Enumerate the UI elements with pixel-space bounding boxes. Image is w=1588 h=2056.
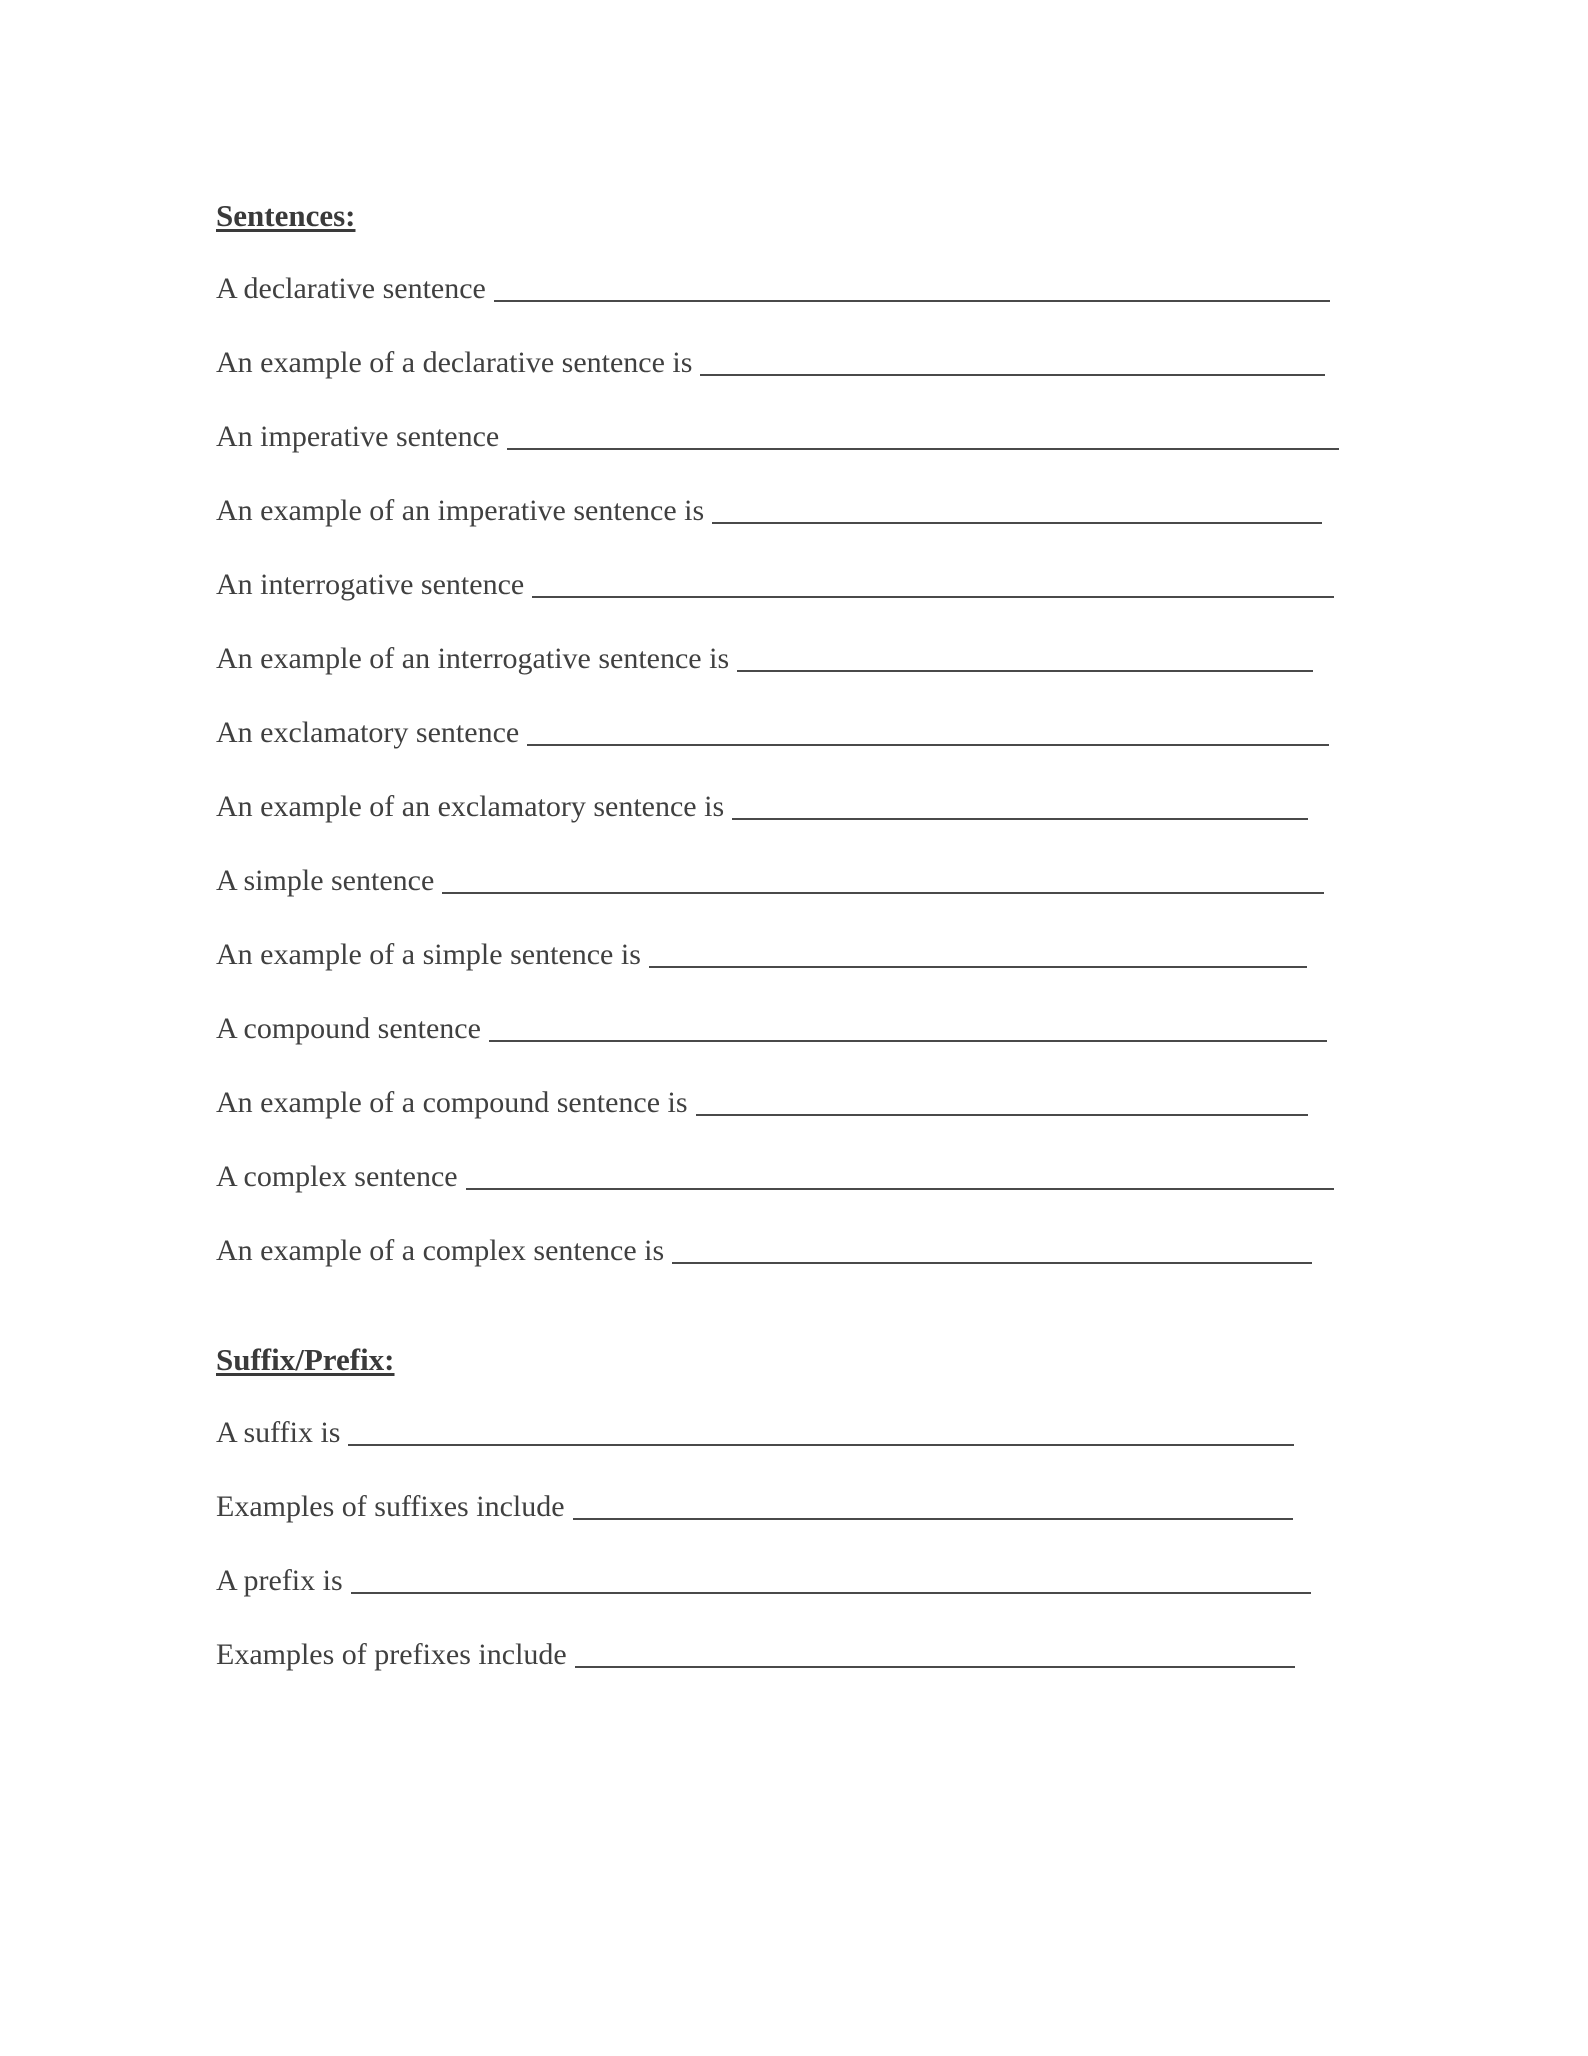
prompt-line <box>216 344 1325 380</box>
answer-blank[interactable] <box>712 496 1322 524</box>
answer-blank[interactable] <box>351 1566 1311 1594</box>
answer-blank[interactable] <box>527 718 1329 746</box>
prompt-line <box>216 640 1313 676</box>
answer-blank[interactable] <box>507 422 1339 450</box>
prompt-label: An imperative sentence <box>216 420 500 453</box>
prompt-line <box>216 1636 1295 1672</box>
prompt-line <box>216 418 1339 454</box>
prompt-line <box>216 788 1308 824</box>
prompt-label: A suffix is <box>216 1416 341 1449</box>
prompt-label: An example of an imperative sentence is <box>216 494 705 527</box>
prompt-line <box>216 714 1329 750</box>
prompt-label: An example of a simple sentence is <box>216 938 641 971</box>
prompt-line <box>216 270 1330 306</box>
answer-blank[interactable] <box>575 1640 1295 1668</box>
answer-blank[interactable] <box>466 1162 1334 1190</box>
prompt-label: A prefix is <box>216 1564 343 1597</box>
prompt-line <box>216 862 1324 898</box>
prompt-label: A simple sentence <box>216 864 435 897</box>
prompt-label: An example of a declarative sentence is <box>216 346 693 379</box>
answer-blank[interactable] <box>573 1492 1293 1520</box>
answer-blank[interactable] <box>672 1236 1312 1264</box>
prompt-line <box>216 566 1334 602</box>
prompt-label: Examples of suffixes include <box>216 1490 565 1523</box>
prompt-line <box>216 492 1322 528</box>
answer-blank[interactable] <box>649 940 1307 968</box>
prompt-label: Examples of prefixes include <box>216 1638 567 1671</box>
answer-blank[interactable] <box>442 866 1324 894</box>
prompt-line <box>216 1488 1293 1524</box>
answer-blank[interactable] <box>348 1418 1294 1446</box>
prompt-label: An example of a compound sentence is <box>216 1086 688 1119</box>
answer-blank[interactable] <box>696 1088 1308 1116</box>
answer-blank[interactable] <box>700 348 1325 376</box>
prompt-line <box>216 1562 1311 1598</box>
answer-blank[interactable] <box>532 570 1334 598</box>
section-heading-suffix-prefix: Suffix/Prefix: <box>216 1342 395 1377</box>
prompt-line <box>216 1158 1334 1194</box>
prompt-label: An example of an interrogative sentence is <box>216 642 730 675</box>
prompt-label: An example of an exclamatory sentence is <box>216 790 725 823</box>
answer-blank[interactable] <box>494 274 1330 302</box>
prompt-line <box>216 1084 1308 1120</box>
prompt-line <box>216 1010 1327 1046</box>
prompt-label: An exclamatory sentence <box>216 716 520 749</box>
section-heading-sentences: Sentences: <box>216 198 356 233</box>
answer-blank[interactable] <box>737 644 1313 672</box>
prompt-label: An example of a complex sentence is <box>216 1234 665 1267</box>
prompt-label: A declarative sentence <box>216 272 486 305</box>
prompt-label: A compound sentence <box>216 1012 481 1045</box>
answer-blank[interactable] <box>732 792 1308 820</box>
prompt-label: An interrogative sentence <box>216 568 525 601</box>
prompt-line <box>216 1232 1312 1268</box>
prompt-label: A complex sentence <box>216 1160 458 1193</box>
answer-blank[interactable] <box>489 1014 1327 1042</box>
prompt-line <box>216 936 1307 972</box>
prompt-line <box>216 1414 1294 1450</box>
